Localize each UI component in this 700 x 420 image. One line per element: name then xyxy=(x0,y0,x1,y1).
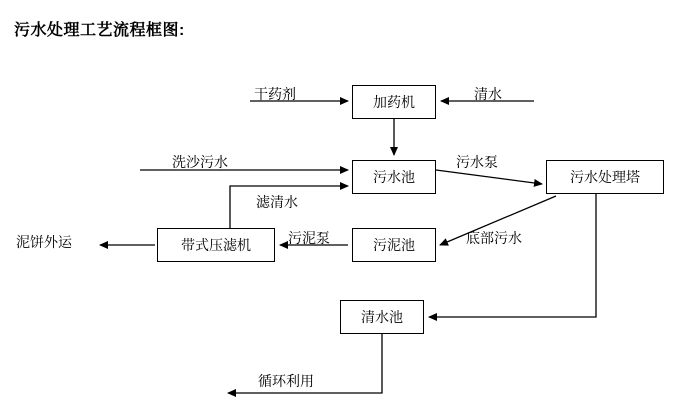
edge-label-dry-agent: 干药剂 xyxy=(254,86,296,102)
node-label: 清水池 xyxy=(361,309,403,325)
node-treatment-tower[interactable] xyxy=(546,160,664,194)
edge-label-sewage-pump: 污水泵 xyxy=(456,154,498,170)
edge-label-filtrate-clear-water: 滤清水 xyxy=(256,194,298,210)
node-sewage-pool[interactable] xyxy=(352,160,436,194)
connector-tower-to-clean-pool xyxy=(429,194,596,317)
edge-label-bottom-sewage: 底部污水 xyxy=(466,230,522,246)
edge-label-sludge-pump: 污泥泵 xyxy=(288,230,330,246)
edge-label-sand-wash-sewage: 洗沙污水 xyxy=(172,154,228,170)
node-label: 加药机 xyxy=(373,94,415,110)
node-clean-water-pool[interactable] xyxy=(340,300,424,334)
node-sludge-pool[interactable] xyxy=(352,228,436,262)
edge-label-recycle-use: 循环利用 xyxy=(258,373,314,389)
node-dosing-machine[interactable] xyxy=(352,85,436,119)
page-title: 污水处理工艺流程框图: xyxy=(14,22,185,39)
node-label: 污泥池 xyxy=(373,237,415,253)
node-label: 污水池 xyxy=(373,169,415,185)
edge-label-mud-cake-out: 泥饼外运 xyxy=(16,234,72,250)
connector-sewage-pool-to-tower xyxy=(436,170,542,184)
edge-label-clean-water: 清水 xyxy=(474,86,502,102)
node-label: 污水处理塔 xyxy=(570,169,640,185)
node-belt-filter-press[interactable] xyxy=(157,228,275,262)
node-label: 带式压滤机 xyxy=(181,237,251,253)
